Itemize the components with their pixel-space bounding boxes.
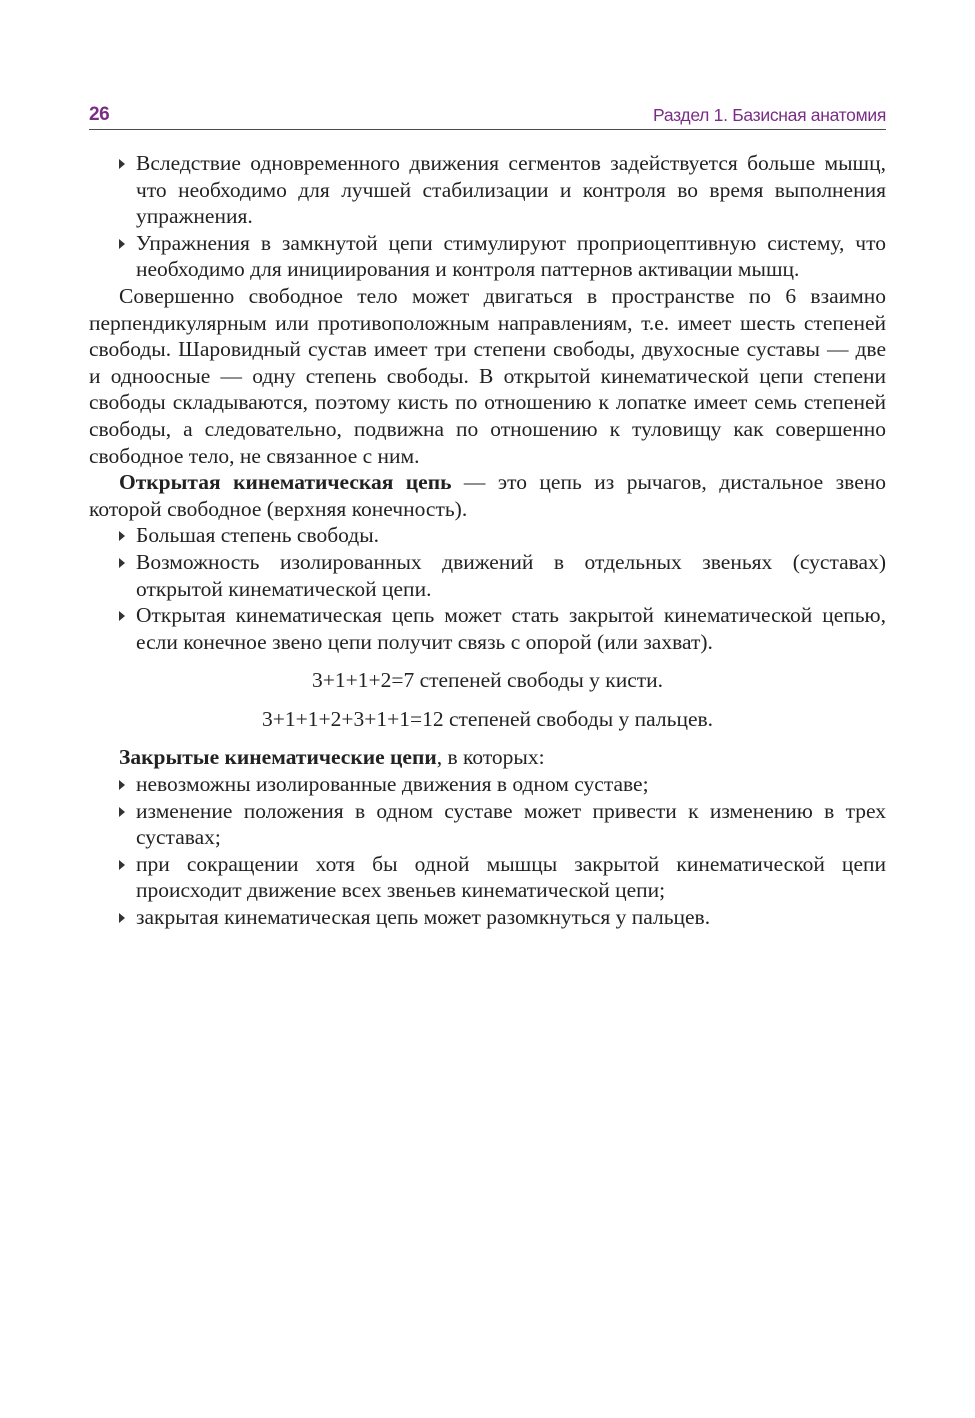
list-item-text: Упражнения в замкнутой цепи стимулируют проприоцептивную систему, что необходимо для инициирования и контроля паттернов активации мышц. <box>136 230 886 282</box>
list-item-text: закрытая кинематическая цепь может разомкнуться у пальцев. <box>136 905 711 930</box>
running-header <box>89 101 886 130</box>
triangle-bullet-icon <box>119 860 125 870</box>
closed-chain-definition <box>89 744 886 771</box>
list-item-text: Открытая кинематическая цепь может стать закрытой кинематической цепью, если конечное звено цепи получит связь с опорой (или захват). <box>136 603 886 654</box>
open-chain-definition-text: — это цепь из рычагов, дистальное звено которой свободное (верхняя конечность). <box>89 470 886 521</box>
list-item <box>89 522 886 549</box>
triangle-bullet-icon <box>119 239 125 249</box>
closed-chain-bullet-list <box>89 771 886 931</box>
list-item <box>89 771 886 798</box>
open-chain-term: Открытая кинематическая цепь <box>119 470 452 495</box>
triangle-bullet-icon <box>119 531 125 541</box>
triangle-bullet-icon <box>119 913 125 923</box>
formula-hand: 3+1+1+2=7 степеней свободы у кисти. <box>311 668 664 693</box>
free-body-paragraph: Совершенно свободное тело может двигаться в пространстве по 6 взаимно перпендикулярным или противоположным направлениям, т.е. имеет шесть степеней свободы. Шаровидный сустав имеет три степени свободы, двухосные суставы — две и одноосные — одну степень свободы. В открытой кинематической цепи степени свободы складываются, поэтому кисть по отношению к лопатке имеет семь степеней свободы, а следовательно, подвижна по отношению к туловищу как совершенно свободное тело, не связанное с ним. <box>89 283 886 468</box>
list-item-text: невозможны изолированные движения в одном суставе; <box>136 772 649 797</box>
list-item-text: Возможность изолированных движений в отдельных звеньях (суставах) открытой кинематической цепи. <box>136 549 886 601</box>
intro-bullet-list <box>89 150 886 283</box>
list-item <box>89 904 886 931</box>
list-item-text: при сокращении хотя бы одной мышцы закрытой кинематической цепи происходит движение всех звеньев кинематической цепи; <box>136 851 886 903</box>
open-chain-bullet-list <box>89 522 886 655</box>
list-item <box>89 851 886 904</box>
formula-fingers: 3+1+1+2+3+1+1=12 степеней свободы у пальцев. <box>261 706 714 731</box>
page-body <box>89 150 886 931</box>
triangle-bullet-icon <box>119 807 125 817</box>
list-item-text: Большая степень свободы. <box>136 523 380 548</box>
triangle-bullet-icon <box>119 611 125 621</box>
running-title: Раздел 1. Базисная анатомия <box>653 105 886 125</box>
closed-chain-term: Закрытые кинематические цепи <box>119 745 437 770</box>
list-item <box>89 602 886 655</box>
triangle-bullet-icon <box>119 558 125 568</box>
triangle-bullet-icon <box>119 780 125 790</box>
list-item <box>89 798 886 851</box>
open-chain-definition <box>89 469 886 522</box>
list-item-text: изменение положения в одном суставе может привести к изменению в трех суставах; <box>136 798 886 850</box>
triangle-bullet-icon <box>119 159 125 169</box>
page-number: 26 <box>89 104 110 125</box>
closed-chain-definition-text: , в которых: <box>436 745 545 770</box>
list-item-text: Вследствие одновременного движения сегментов задействуется больше мышц, что необходимо для лучшей стабилизации и контроля во время выполнения упражнения. <box>136 151 886 229</box>
list-item <box>89 230 886 283</box>
list-item <box>89 549 886 602</box>
list-item <box>89 150 886 230</box>
